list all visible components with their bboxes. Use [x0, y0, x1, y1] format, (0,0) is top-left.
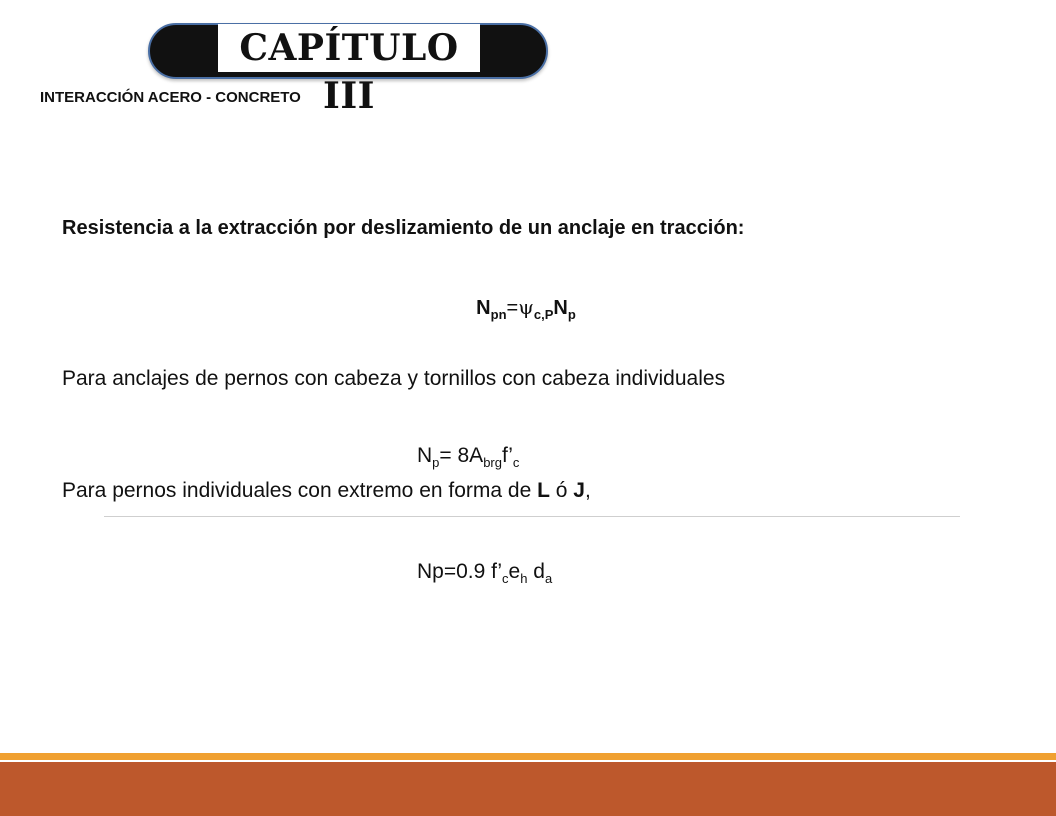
formula-np3-d: d	[527, 560, 545, 583]
paragraph-headed-anchors: Para anclajes de pernos con cabeza y tornillos con cabeza individuales	[62, 367, 726, 390]
footer-accent-line	[0, 753, 1056, 760]
section-subtitle: INTERACCIÓN ACERO - CONCRETO	[40, 89, 301, 106]
paragraph-hooked-bolts-or: ó	[549, 479, 574, 502]
formula-npn-lhs-sub: pn	[490, 307, 507, 322]
divider-line	[104, 516, 960, 517]
formula-np-end: f’	[502, 444, 513, 467]
formula-np-lhs: N	[417, 444, 433, 467]
formula-np3-sub-c: c	[502, 571, 509, 586]
formula-np3-e: e	[508, 560, 521, 583]
formula-np3-sub-a: a	[544, 571, 553, 586]
formula-np3-sub-h: h	[520, 571, 528, 586]
letter-l: L	[537, 479, 550, 502]
formula-npn-equals: =	[506, 297, 519, 319]
formula-npn-rhs-sub: p	[567, 307, 576, 322]
paragraph-hooked-bolts-end: ,	[584, 479, 591, 502]
paragraph-hooked-bolts-text: Para pernos individuales con extremo en forma de	[62, 479, 538, 502]
formula-np-middle: = 8A	[439, 444, 484, 467]
formula-npn-psi: ψ	[518, 295, 534, 319]
footer-bar	[0, 762, 1056, 816]
formula-npn	[62, 292, 990, 330]
formula-np-middle-sub: brg	[483, 455, 502, 470]
formula-npn-psi-sub: c,P	[533, 307, 554, 322]
formula-npn-rhs: N	[553, 297, 568, 319]
formula-np-headed	[417, 444, 519, 470]
chapter-title: CAPÍTULO III	[218, 24, 480, 72]
formula-npn-lhs: N	[476, 297, 491, 319]
letter-j: J	[573, 479, 585, 502]
formula-np-end-sub: c	[512, 455, 520, 470]
formula-np3-start: Np=0.9 f’	[417, 560, 503, 583]
formula-np-lhs-sub: p	[432, 455, 440, 470]
section-heading: Resistencia a la extracción por deslizamiento de un anclaje en tracción:	[62, 217, 745, 239]
paragraph-hooked-bolts	[62, 479, 591, 503]
formula-np-hooked	[417, 560, 552, 586]
main-content	[62, 212, 990, 586]
